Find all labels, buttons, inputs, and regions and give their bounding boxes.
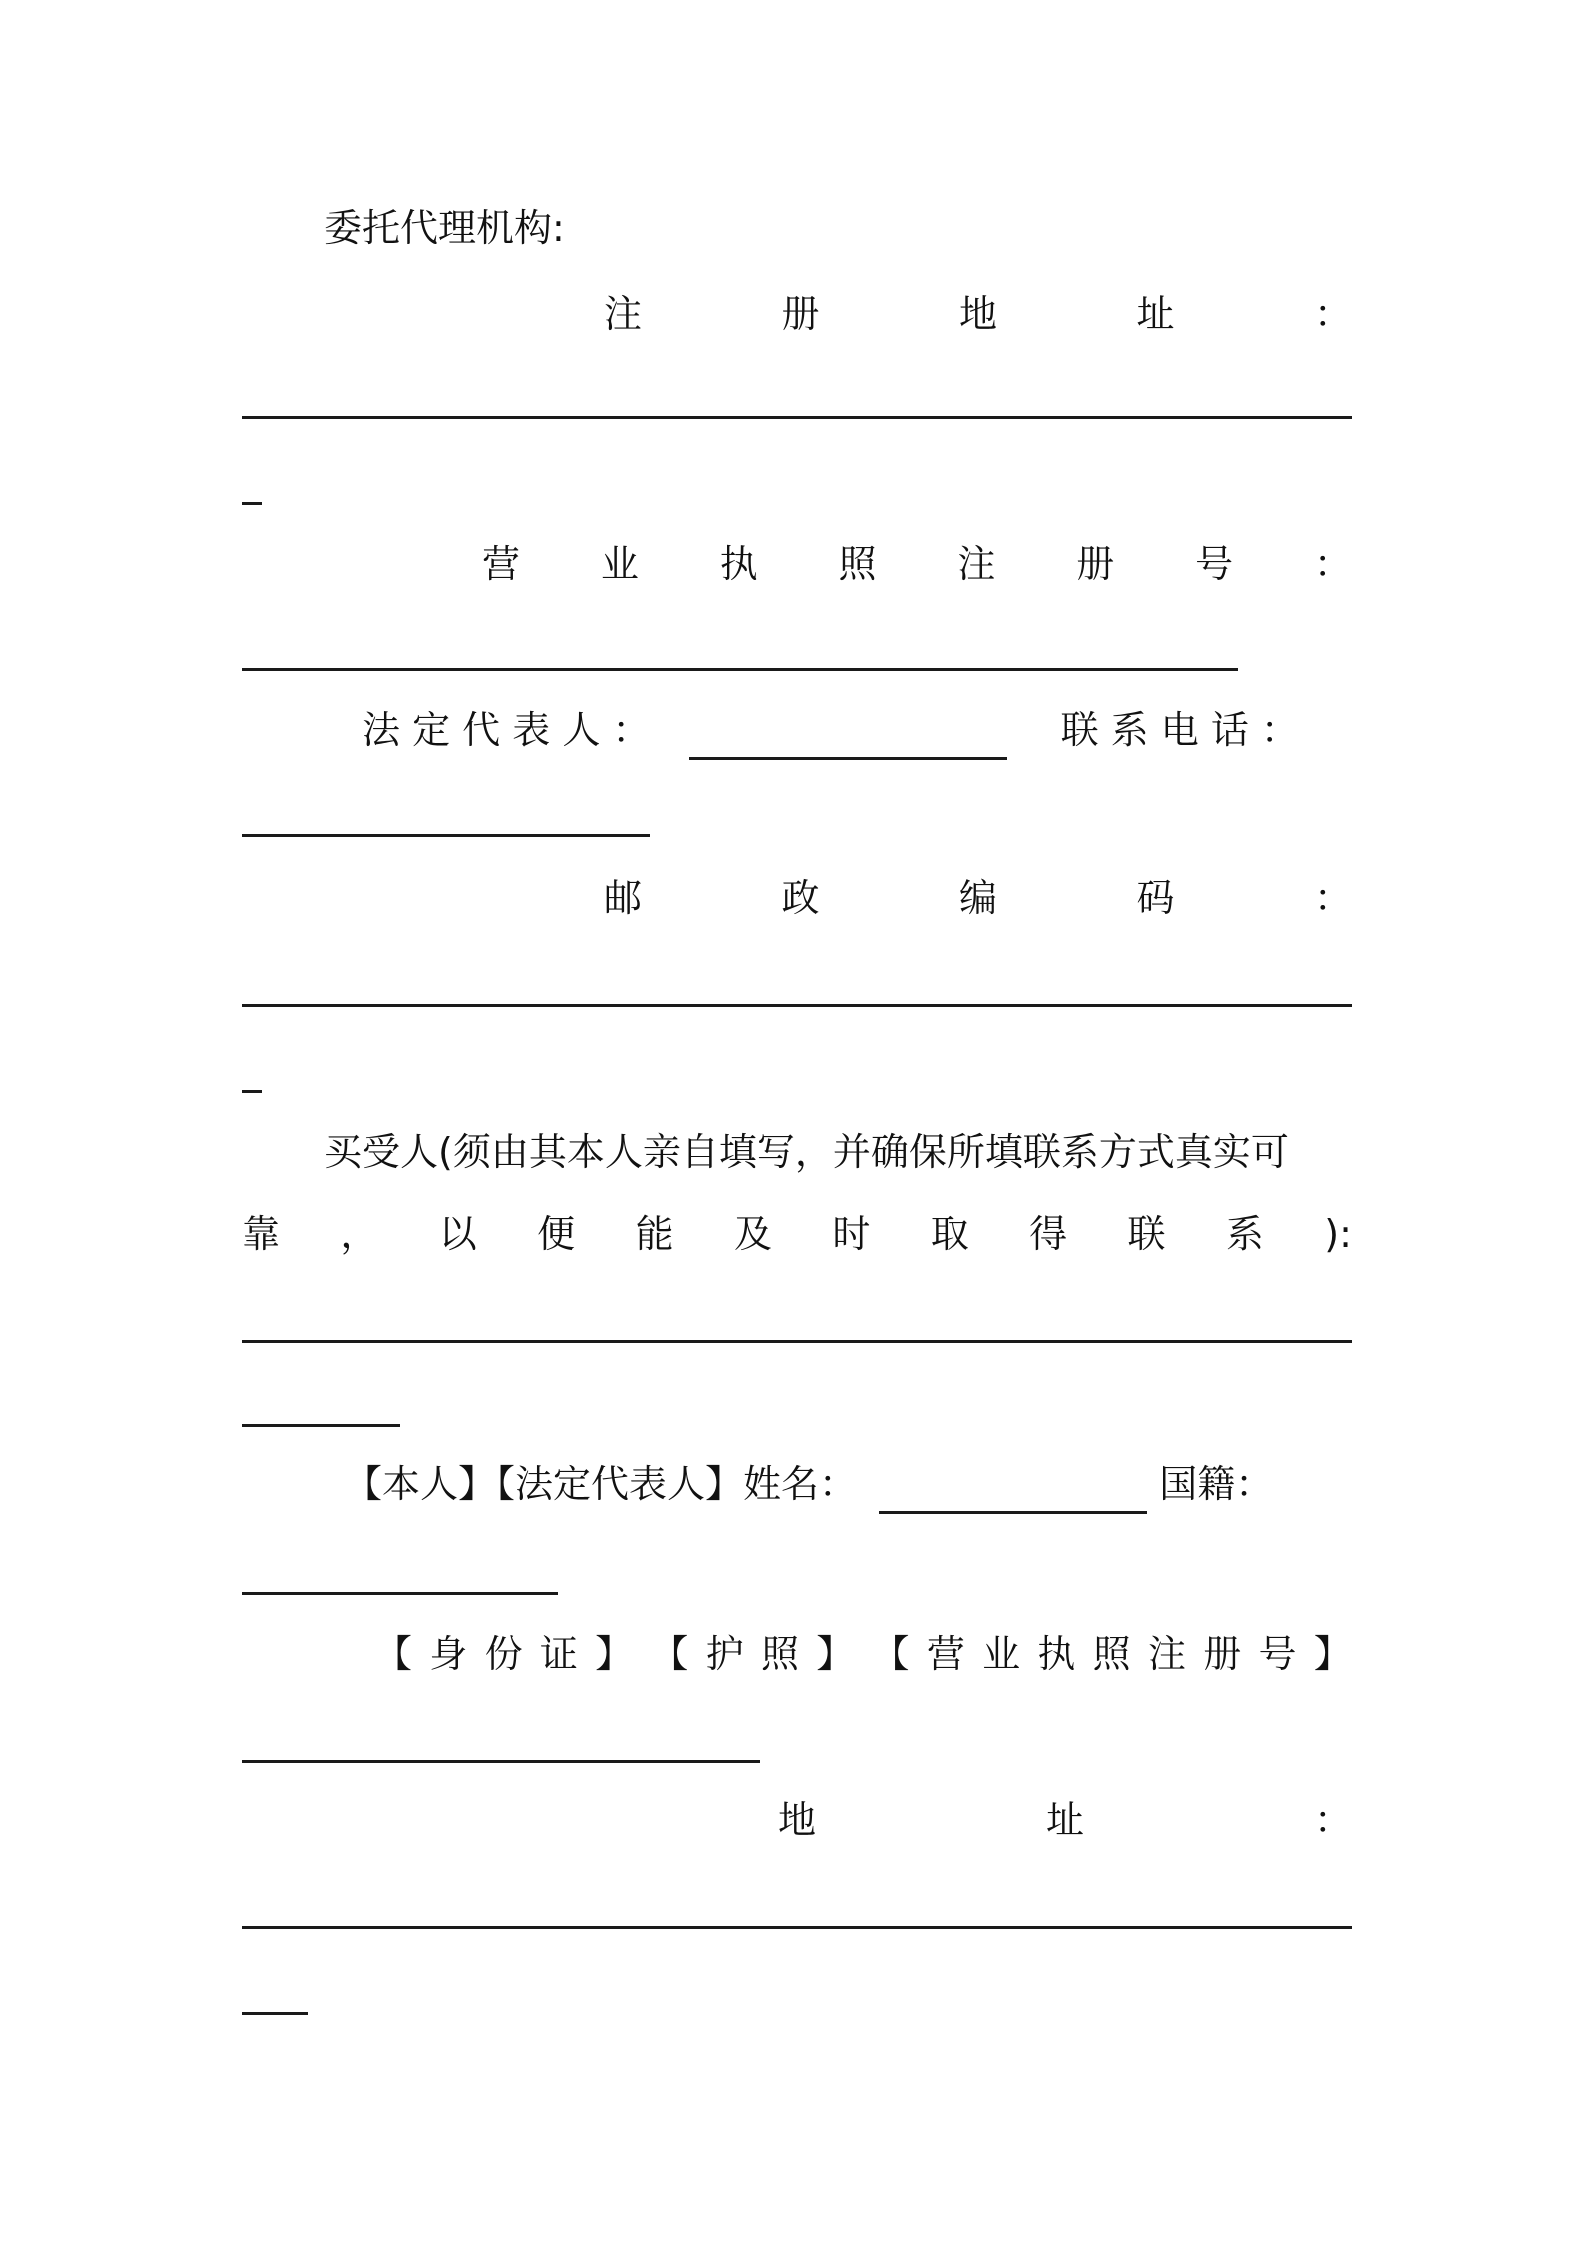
buyer-heading-char: 系 <box>1225 1212 1264 1256</box>
buyer-id-types <box>242 1624 1352 1684</box>
agent-postcode-char: ： <box>1313 876 1352 920</box>
buyer-id-char: 照 <box>1092 1632 1131 1676</box>
buyer-address-char: 址 <box>1045 1798 1084 1842</box>
agent-rep-blank[interactable] <box>689 713 1007 760</box>
buyer-address-char: ： <box>1313 1798 1352 1842</box>
buyer-info-blank[interactable] <box>242 1340 1352 1343</box>
buyer-heading-char: 靠 <box>242 1212 281 1256</box>
agent-license-blank[interactable] <box>242 668 1238 671</box>
buyer-id-char: 注 <box>1147 1632 1186 1676</box>
buyer-id-char: 执 <box>1037 1632 1076 1676</box>
agent-license-label <box>242 534 1352 594</box>
buyer-id-char: 册 <box>1203 1632 1242 1676</box>
agent-address-blank[interactable] <box>242 416 1352 419</box>
agent-postcode-char: 编 <box>958 876 997 920</box>
agent-license-char: 业 <box>600 542 639 586</box>
buyer-id-blank[interactable] <box>242 1760 760 1763</box>
agent-address-char: 册 <box>781 292 820 336</box>
agent-postcode-blank[interactable] <box>242 1004 1352 1007</box>
agent-address-char: 注 <box>604 292 643 336</box>
agent-postcode-label <box>242 868 1352 928</box>
buyer-heading-char: 联 <box>1127 1212 1166 1256</box>
buyer-id-char: 护 <box>705 1632 744 1676</box>
buyer-heading-char: ): <box>1324 1212 1352 1256</box>
buyer-heading-char: 便 <box>537 1212 576 1256</box>
agent-rep-label: 法 定 代 表 人 ： <box>362 708 651 752</box>
buyer-id-char: 业 <box>982 1632 1021 1676</box>
agent-phone-label: 联 系 电 话 ： <box>1060 708 1299 752</box>
buyer-heading-cont <box>242 1204 1352 1264</box>
buyer-heading: 买受人(须由其本人亲自填写，并确保所填联系方式真实可 <box>324 1130 1289 1174</box>
agent-license-char: 照 <box>838 542 877 586</box>
buyer-name-blank[interactable] <box>879 1467 1147 1514</box>
buyer-id-char: 照 <box>760 1632 799 1676</box>
buyer-name-label: 【本人】【法定代表人】姓名： <box>344 1462 858 1506</box>
buyer-id-char: 】 <box>595 1632 634 1676</box>
agent-license-char: 执 <box>719 542 758 586</box>
buyer-id-char: 】 <box>816 1632 855 1676</box>
agent-rep-phone-line <box>242 700 1352 760</box>
agent-address-char: ： <box>1313 292 1352 336</box>
agent-phone-blank[interactable] <box>242 834 650 837</box>
buyer-info-blank-cont[interactable] <box>242 1424 400 1427</box>
agent-postcode-char: 码 <box>1136 876 1175 920</box>
buyer-id-char: 营 <box>926 1632 965 1676</box>
buyer-heading-char: ， <box>340 1212 379 1256</box>
buyer-nationality-label: 国籍： <box>1159 1462 1274 1506</box>
buyer-name-line <box>242 1454 1352 1514</box>
buyer-nationality-blank[interactable] <box>242 1592 558 1595</box>
buyer-id-char: 【 <box>871 1632 910 1676</box>
buyer-id-char: 【 <box>650 1632 689 1676</box>
agent-license-char: 注 <box>957 542 996 586</box>
buyer-id-char: 【 <box>374 1632 413 1676</box>
buyer-heading-char: 及 <box>733 1212 772 1256</box>
agent-address-label <box>242 284 1352 344</box>
agent-heading: 委托代理机构: <box>324 206 565 250</box>
agent-address-char: 址 <box>1136 292 1175 336</box>
buyer-address-char: 地 <box>778 1798 817 1842</box>
buyer-heading-char: 能 <box>635 1212 674 1256</box>
agent-postcode-char: 邮 <box>604 876 643 920</box>
agent-license-char: 号 <box>1195 542 1234 586</box>
buyer-id-char: 份 <box>484 1632 523 1676</box>
buyer-address-label <box>242 1790 1352 1850</box>
agent-license-char: ： <box>1313 542 1352 586</box>
agent-postcode-char: 政 <box>781 876 820 920</box>
agent-license-char: 营 <box>482 542 521 586</box>
buyer-id-char: 号 <box>1258 1632 1297 1676</box>
buyer-id-char: 证 <box>539 1632 578 1676</box>
agent-address-blank-cont[interactable] <box>242 502 262 505</box>
buyer-heading-char: 时 <box>832 1212 871 1256</box>
agent-license-char: 册 <box>1076 542 1115 586</box>
buyer-address-blank[interactable] <box>242 1926 1352 1929</box>
buyer-heading-char: 得 <box>1029 1212 1068 1256</box>
buyer-address-blank-cont[interactable] <box>242 2012 308 2015</box>
agent-postcode-blank-cont[interactable] <box>242 1090 262 1093</box>
buyer-id-char: 】 <box>1313 1632 1352 1676</box>
buyer-heading-char: 取 <box>930 1212 969 1256</box>
agent-address-char: 地 <box>958 292 997 336</box>
buyer-id-char: 身 <box>429 1632 468 1676</box>
buyer-heading-char: 以 <box>438 1212 477 1256</box>
